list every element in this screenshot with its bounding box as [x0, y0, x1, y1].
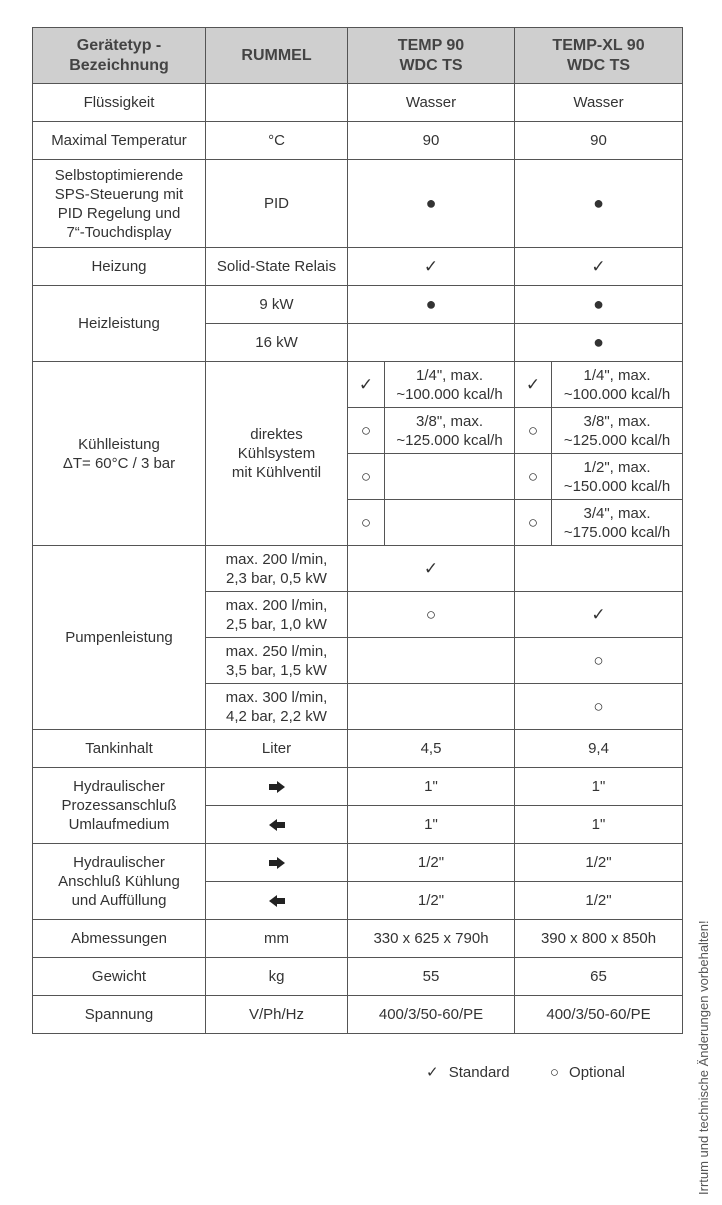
row-dimensions — [33, 920, 683, 958]
row-heat-power-9kw — [33, 286, 683, 324]
value-model-2: ✓ — [515, 248, 683, 286]
value-model-1: 90 — [348, 122, 515, 160]
legend — [426, 1063, 631, 1081]
row-unit: PID — [206, 160, 348, 248]
row-unit: direktes Kühlsystem mit Kühlventil — [206, 362, 348, 546]
arrow-cell — [206, 768, 348, 806]
status-symbol: ○ — [348, 408, 385, 454]
row-process-out — [33, 768, 683, 806]
row-unit: max. 200 l/min, 2,5 bar, 1,0 kW — [206, 592, 348, 638]
row-unit: kg — [206, 958, 348, 996]
value-model-1 — [348, 638, 515, 684]
row-label: Pumpenleistung — [33, 546, 206, 730]
row-label: Flüssigkeit — [33, 84, 206, 122]
value-model-2: 400/3/50-60/PE — [515, 996, 683, 1034]
value-model-2: 1" — [515, 806, 683, 844]
value-model-1: 1" — [348, 768, 515, 806]
row-label: Abmessungen — [33, 920, 206, 958]
status-symbol: ○ — [348, 454, 385, 500]
legend-standard-label: Standard — [448, 1064, 510, 1081]
row-label: Heizung — [33, 248, 206, 286]
value-model-1: 330 x 625 x 790h — [348, 920, 515, 958]
value-model-2: 1/2" — [515, 882, 683, 920]
arrow-right-icon — [269, 857, 285, 869]
value-model-2: ✓ — [515, 592, 683, 638]
row-unit: Liter — [206, 730, 348, 768]
header-row — [33, 28, 683, 84]
circle-icon: ○ — [549, 1064, 559, 1081]
header-brand: RUMMEL — [206, 28, 348, 84]
row-label: Selbstoptimierende SPS-Steuerung mit PID Regelung und 7“-Touchdisplay — [33, 160, 206, 248]
value-model-1: ● — [348, 160, 515, 248]
arrow-cell — [206, 806, 348, 844]
row-label: Spannung — [33, 996, 206, 1034]
row-max-temperature — [33, 122, 683, 160]
row-label: Gewicht — [33, 958, 206, 996]
row-label: Heizleistung — [33, 286, 206, 362]
header-type: Gerätetyp - Bezeichnung — [33, 28, 206, 84]
value-model-1: 1/2" — [348, 882, 515, 920]
status-symbol: ○ — [515, 408, 552, 454]
row-unit: 9 kW — [206, 286, 348, 324]
value-model-2 — [515, 546, 683, 592]
arrow-right-icon — [269, 781, 285, 793]
row-tank — [33, 730, 683, 768]
value-model-1 — [348, 684, 515, 730]
value-model-2: 9,4 — [515, 730, 683, 768]
row-unit: 16 kW — [206, 324, 348, 362]
row-unit: max. 250 l/min, 3,5 bar, 1,5 kW — [206, 638, 348, 684]
value-model-1: 4,5 — [348, 730, 515, 768]
arrow-left-icon — [269, 895, 285, 907]
cooling-option — [385, 454, 515, 500]
row-label: Tankinhalt — [33, 730, 206, 768]
row-sps-control — [33, 160, 683, 248]
row-label: Kühlleistung ΔT= 60°C / 3 bar — [33, 362, 206, 546]
row-heating — [33, 248, 683, 286]
arrow-left-icon — [269, 819, 285, 831]
status-symbol: ○ — [515, 500, 552, 546]
value-model-2: ○ — [515, 638, 683, 684]
value-model-2: 90 — [515, 122, 683, 160]
value-model-2: 1/2" — [515, 844, 683, 882]
cooling-option — [385, 500, 515, 546]
value-model-1: 55 — [348, 958, 515, 996]
row-voltage — [33, 996, 683, 1034]
row-unit: max. 200 l/min, 2,3 bar, 0,5 kW — [206, 546, 348, 592]
value-model-1 — [348, 324, 515, 362]
value-model-2: ● — [515, 286, 683, 324]
check-icon: ✓ — [426, 1064, 439, 1081]
value-model-2: ○ — [515, 684, 683, 730]
value-model-2: ● — [515, 160, 683, 248]
row-unit: °C — [206, 122, 348, 160]
status-symbol: ○ — [515, 454, 552, 500]
arrow-cell — [206, 844, 348, 882]
row-unit: Solid-State Relais — [206, 248, 348, 286]
value-model-1: ✓ — [348, 546, 515, 592]
row-unit: V/Ph/Hz — [206, 996, 348, 1034]
status-symbol: ○ — [348, 500, 385, 546]
arrow-cell — [206, 882, 348, 920]
row-cooling-conn-out — [33, 844, 683, 882]
value-model-1: ✓ — [348, 248, 515, 286]
row-label: Hydraulischer Anschluß Kühlung und Auffüllung — [33, 844, 206, 920]
row-unit: mm — [206, 920, 348, 958]
cooling-option: 1/2", max. ~150.000 kcal/h — [552, 454, 683, 500]
value-model-1: 1/2" — [348, 844, 515, 882]
value-model-2: 390 x 800 x 850h — [515, 920, 683, 958]
value-model-1: 400/3/50-60/PE — [348, 996, 515, 1034]
header-model-1: TEMP 90 WDC TS — [348, 28, 515, 84]
status-symbol: ✓ — [515, 362, 552, 408]
value-model-2: Wasser — [515, 84, 683, 122]
disclaimer-note: Irrtum und technische Änderungen vorbehalten! — [696, 920, 711, 1195]
row-fluid — [33, 84, 683, 122]
row-weight — [33, 958, 683, 996]
row-label: Maximal Temperatur — [33, 122, 206, 160]
value-model-1: ● — [348, 286, 515, 324]
cooling-option: 1/4", max. ~100.000 kcal/h — [385, 362, 515, 408]
value-model-2: 1" — [515, 768, 683, 806]
cooling-option: 1/4", max. ~100.000 kcal/h — [552, 362, 683, 408]
legend-optional-label: Optional — [569, 1064, 625, 1081]
row-unit — [206, 84, 348, 122]
row-pump-1 — [33, 546, 683, 592]
row-cooling-1 — [33, 362, 683, 408]
header-model-2: TEMP-XL 90 WDC TS — [515, 28, 683, 84]
row-label: Hydraulischer Prozessanschluß Umlaufmedium — [33, 768, 206, 844]
value-model-1: ○ — [348, 592, 515, 638]
cooling-option: 3/4", max. ~175.000 kcal/h — [552, 500, 683, 546]
cooling-option: 3/8", max. ~125.000 kcal/h — [552, 408, 683, 454]
cooling-option: 3/8", max. ~125.000 kcal/h — [385, 408, 515, 454]
status-symbol: ✓ — [348, 362, 385, 408]
value-model-1: 1" — [348, 806, 515, 844]
spec-table — [32, 27, 683, 1034]
value-model-1: Wasser — [348, 84, 515, 122]
value-model-2: ● — [515, 324, 683, 362]
row-unit: max. 300 l/min, 4,2 bar, 2,2 kW — [206, 684, 348, 730]
value-model-2: 65 — [515, 958, 683, 996]
